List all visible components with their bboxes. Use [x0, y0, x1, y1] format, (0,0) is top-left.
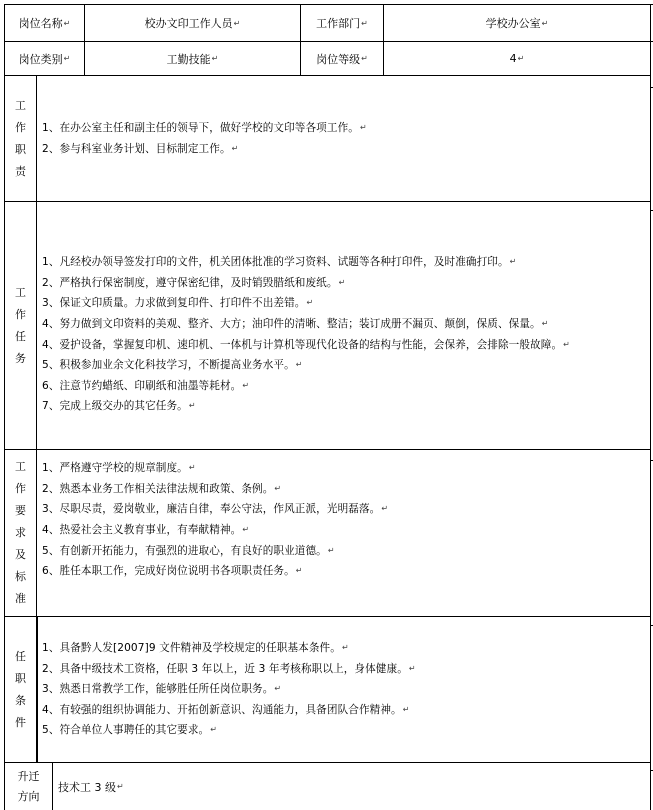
requirements-label [5, 450, 36, 616]
grade-label [301, 42, 383, 75]
list-item [42, 479, 648, 500]
list-item [42, 659, 648, 680]
list-item [42, 396, 648, 417]
list-item-text: 2、具备中级技术工资格，任职 3 年以上，近 3 年考核称职以上，身体健康。 [42, 662, 408, 675]
qualifications-label [5, 617, 36, 762]
paragraph-mark: ↵ [295, 566, 303, 576]
list-item [42, 638, 648, 659]
list-item [42, 458, 648, 479]
list-item-text: 5、积极参加业余文化科技学习，不断提高业务水平。 [42, 359, 295, 372]
section-label-char: 工 [15, 98, 26, 112]
list-item-text: 6、胜任本职工作，完成好岗位说明书各项职责任务。 [42, 565, 295, 578]
paragraph-mark: ↵ [306, 298, 314, 308]
paragraph-mark: ↵ [509, 257, 517, 267]
section-label-char: 任 [15, 329, 26, 343]
paragraph-mark: ↵ [211, 54, 219, 63]
paragraph-mark: ↵ [188, 463, 196, 473]
list-item-text: 2、熟悉本业务工作相关法律法规和政策、条例。 [42, 482, 274, 495]
paragraph-mark: ↵ [517, 54, 525, 63]
list-item-text: 1、具备黔人发[2007]9 文件精神及学校规定的任职基本条件。 [42, 642, 341, 655]
grade-value-text: 4 [509, 52, 517, 65]
tasks-label [5, 202, 36, 449]
list-item-text: 1、凡经校办领导签发打印的文件，机关团体批准的学习资料、试题等各种打印件，及时准确打印。 [42, 256, 509, 269]
paragraph-mark: ↵ [274, 684, 282, 694]
promotion-value [58, 763, 648, 810]
tasks-list [42, 202, 648, 449]
list-item-text: 4、爱护设备，掌握复印机、速印机、一体机与计算机等现代化设备的结构与性能，会保养，会排除一般故障。 [42, 338, 563, 351]
section-label-char: 作 [15, 120, 26, 134]
paragraph-mark: ↵ [242, 380, 250, 390]
section-label-char: 及 [15, 548, 26, 561]
column-divider [52, 762, 53, 810]
paragraph-mark: ↵ [274, 483, 282, 493]
paragraph-mark: ↵ [408, 663, 416, 673]
list-item-text: 3、保证文印质量。力求做到复印件、打印件不出差错。 [42, 297, 306, 310]
list-item [42, 720, 648, 741]
paragraph-mark: ↵ [563, 339, 570, 349]
column-divider [36, 75, 37, 616]
section-label-char: 职 [15, 142, 26, 156]
list-item [42, 252, 648, 273]
list-item [42, 700, 648, 721]
department-label-text: 工作部门 [316, 17, 361, 30]
post-name-value-text: 校办文印工作人员 [144, 17, 233, 30]
paragraph-mark: ↵ [381, 504, 389, 514]
list-item [42, 499, 648, 520]
list-item [42, 376, 648, 397]
post-name-label-text: 岗位名称 [18, 17, 63, 30]
grade-label-text: 岗位等级 [316, 52, 361, 66]
section-label-char: 标 [15, 570, 26, 583]
list-item-text: 6、注意节约蜡纸、印刷纸和油墨等耗材。 [42, 379, 242, 392]
paragraph-mark: ↵ [63, 18, 71, 28]
list-item [42, 335, 648, 356]
category-label [5, 42, 84, 75]
list-item-text: 2、参与科室业务计划、目标制定工作。 [42, 142, 231, 155]
qualifications-list [42, 617, 648, 762]
list-item-text: 3、尽职尽责，爱岗敬业，廉洁自律，奉公守法，作风正派，光明磊落。 [42, 503, 381, 516]
grade-value [384, 42, 650, 75]
paragraph-mark: ↵ [359, 122, 367, 132]
category-value-text: 工勤技能 [166, 52, 211, 66]
list-item [42, 541, 648, 562]
paragraph-mark: ↵ [338, 277, 346, 287]
paragraph-mark: ↵ [361, 18, 368, 28]
list-item-text: 5、有创新开拓能力，有强烈的进取心，有良好的职业道德。 [42, 544, 327, 557]
requirements-list [42, 450, 648, 616]
department-value-text: 学校办公室 [485, 17, 541, 30]
promotion-label-line2: 方向 [17, 789, 40, 803]
list-item [42, 273, 648, 294]
section-label-char: 准 [15, 592, 26, 605]
section-label-char: 工 [15, 460, 26, 473]
category-label-text: 岗位类别 [18, 52, 63, 66]
list-item-text: 4、有较强的组织协调能力、开拓创新意识、沟通能力，具备团队合作精神。 [42, 703, 402, 716]
list-item-text: 7、完成上级交办的其它任务。 [42, 400, 188, 413]
promotion-label [5, 763, 52, 810]
paragraph-mark: ↵ [63, 54, 71, 63]
list-item-text: 4、努力做到文印资料的美观、整齐、大方；油印件的清晰、整洁；装订成册不漏页、颠倒，保质、保量。 [42, 317, 541, 330]
department-value [384, 5, 650, 41]
duties-list [42, 76, 648, 201]
paragraph-mark: ↵ [361, 54, 368, 63]
list-item [42, 139, 648, 160]
post-name-label [5, 5, 84, 41]
list-item-text: 2、严格执行保密制度，遵守保密纪律，及时销毁腊纸和废纸。 [42, 276, 338, 289]
category-value [85, 42, 300, 75]
column-divider [36, 616, 38, 762]
department-label [301, 5, 383, 41]
section-label-char: 要 [15, 504, 26, 517]
section-label-char: 条 [15, 693, 26, 707]
list-item-text: 1、严格遵守学校的规章制度。 [42, 462, 188, 475]
paragraph-mark: ↵ [295, 360, 303, 370]
list-item-text: 3、熟悉日常教学工作，能够胜任所任岗位职务。 [42, 683, 274, 696]
section-label-char: 任 [15, 649, 26, 663]
section-label-char: 职 [15, 671, 26, 685]
list-item [42, 314, 648, 335]
post-name-value [85, 5, 300, 41]
paragraph-mark: ↵ [117, 782, 124, 791]
section-label-char: 责 [15, 164, 26, 178]
paragraph-mark: ↵ [541, 18, 549, 28]
duties-label [5, 76, 36, 201]
paragraph-mark: ↵ [402, 704, 410, 714]
list-item-text: 4、热爱社会主义教育事业，有奉献精神。 [42, 524, 242, 536]
paragraph-mark: ↵ [231, 143, 239, 153]
paragraph-mark: ↵ [242, 525, 250, 534]
list-item [42, 561, 648, 582]
section-label-char: 务 [15, 351, 26, 365]
list-item-text: 1、在办公室主任和副主任的领导下，做好学校的文印等各项工作。 [42, 121, 359, 134]
paragraph-mark: ↵ [188, 401, 196, 411]
promotion-value-text: 技术工 3 级 [58, 780, 116, 794]
table-border-right [650, 4, 651, 810]
promotion-label-line1: 升迁 [17, 769, 40, 783]
list-item [42, 520, 648, 541]
section-label-char: 作 [15, 482, 26, 495]
list-item [42, 118, 648, 139]
paragraph-mark: ↵ [541, 318, 549, 328]
list-item [42, 355, 648, 376]
paragraph-mark: ↵ [210, 725, 218, 735]
list-item [42, 679, 648, 700]
paragraph-mark: ↵ [327, 545, 335, 555]
list-item-text: 5、符合单位人事聘任的其它要求。 [42, 724, 210, 737]
section-label-char: 求 [15, 526, 26, 539]
section-label-char: 作 [15, 307, 26, 321]
paragraph-mark: ↵ [341, 643, 349, 653]
section-label-char: 件 [15, 715, 26, 729]
section-label-char: 工 [15, 285, 26, 299]
list-item [42, 293, 648, 314]
paragraph-mark: ↵ [233, 18, 241, 28]
